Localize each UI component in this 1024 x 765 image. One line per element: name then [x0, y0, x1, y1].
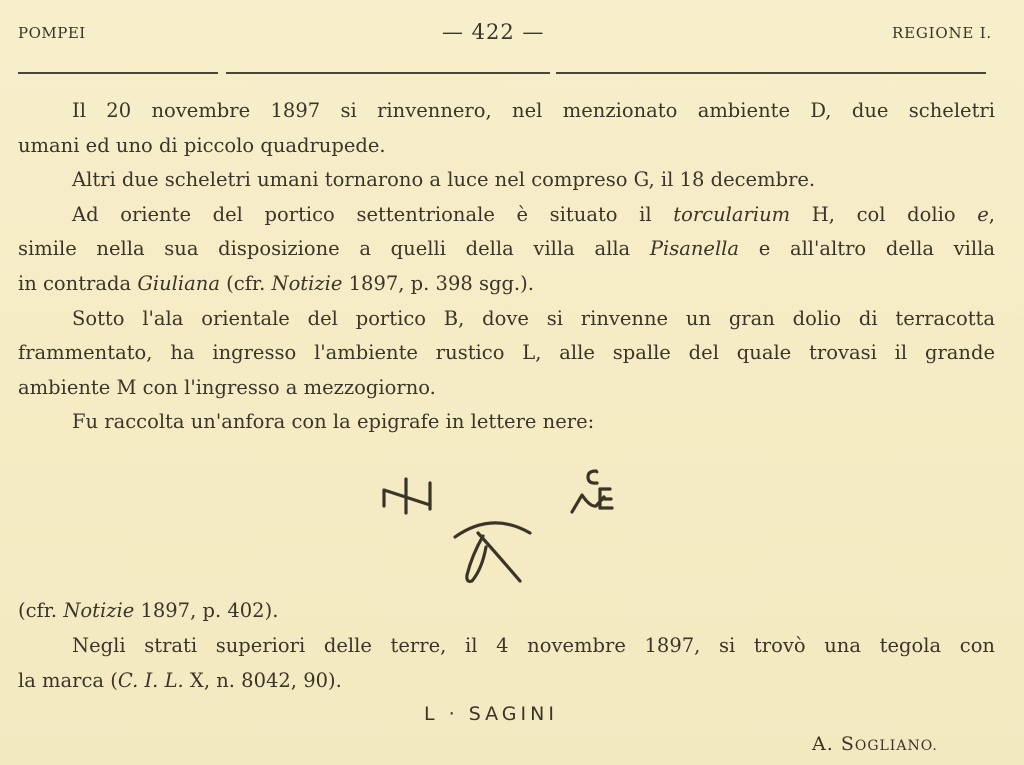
text-run: (cfr.	[18, 599, 64, 622]
text-run: Ad oriente del portico settentrionale è situato il	[72, 202, 674, 226]
paragraph-4	[18, 302, 995, 406]
epigraph-mark-left-icon	[384, 479, 430, 513]
header-rule-center	[226, 72, 550, 74]
italic-term: e	[977, 202, 989, 226]
text-run: 1897, p. 402).	[134, 599, 279, 622]
tile-stamp-text: L · SAGINI	[424, 703, 558, 725]
amphora-epigraph-figure	[370, 455, 660, 590]
text-run: (cfr.	[219, 271, 272, 295]
text-line: umani ed uno di piccolo quadrupede.	[18, 133, 386, 157]
text-run: la marca (	[18, 669, 118, 692]
italic-term: Notizie	[271, 271, 343, 295]
author-signature	[812, 733, 938, 755]
italic-term: C. I. L.	[117, 669, 184, 692]
header-title-left: POMPEI	[18, 24, 86, 42]
text-line	[18, 232, 995, 267]
text-run: 1897, p. 398 sgg.).	[342, 271, 534, 295]
text-line: ambiente M con l'ingresso a mezzogiorno.	[18, 375, 436, 399]
paragraph-1	[18, 94, 995, 163]
header-rule-left	[18, 72, 218, 74]
text-line	[18, 198, 995, 233]
text-run: in contrada	[18, 271, 138, 295]
header-rule-right	[556, 72, 986, 74]
text-line	[18, 663, 995, 698]
body-text	[18, 94, 995, 440]
italic-term: Pisanella	[649, 237, 740, 261]
paragraph-5	[18, 405, 995, 440]
text-run: simile nella sua disposizione a quelli della villa alla	[18, 237, 650, 261]
text-line: frammentato, ha ingresso l'ambiente rustico L, alle spalle del quale trovasi il grande	[18, 341, 995, 365]
signature-initial: A.	[812, 733, 841, 755]
italic-term: Notizie	[63, 599, 135, 622]
epigraph-mark-center-icon	[455, 523, 530, 581]
text-line: Negli strati superiori delle terre, il 4 novembre 1897, si trovò una tegola con	[72, 634, 995, 657]
italic-term: Giuliana	[137, 271, 220, 295]
lower-text	[18, 593, 995, 698]
text-run: X, n. 8042, 90).	[183, 669, 342, 692]
page-number: — 422 —	[442, 20, 545, 44]
citation-line	[18, 593, 995, 628]
text-line: Il 20 novembre 1897 si rinvennero, nel menzionato ambiente D, due scheletri	[72, 99, 995, 122]
header-title-right: REGIONE I.	[892, 24, 992, 42]
text-run: e all'altro della villa	[739, 237, 995, 261]
text-line: Fu raccolta un'anfora con la epigrafe in lettere nere:	[72, 410, 595, 434]
text-line	[18, 267, 995, 302]
paragraph-3	[18, 198, 995, 302]
text-run: ,	[988, 202, 995, 226]
signature-first-letter: S	[840, 733, 855, 755]
italic-term: torcularium	[673, 202, 791, 226]
paragraph-2	[18, 163, 995, 198]
running-header	[0, 20, 1024, 46]
text-line: Sotto l'ala orientale del portico B, dove si rinvenne un gran dolio di terracotta	[72, 306, 995, 330]
signature-rest: OGLIANO.	[854, 738, 938, 754]
epigraph-mark-right-icon	[572, 471, 612, 512]
text-line: Altri due scheletri umani tornarono a luce nel compreso G, il 18 decembre.	[72, 168, 816, 192]
text-run: H, col dolio	[790, 202, 978, 226]
